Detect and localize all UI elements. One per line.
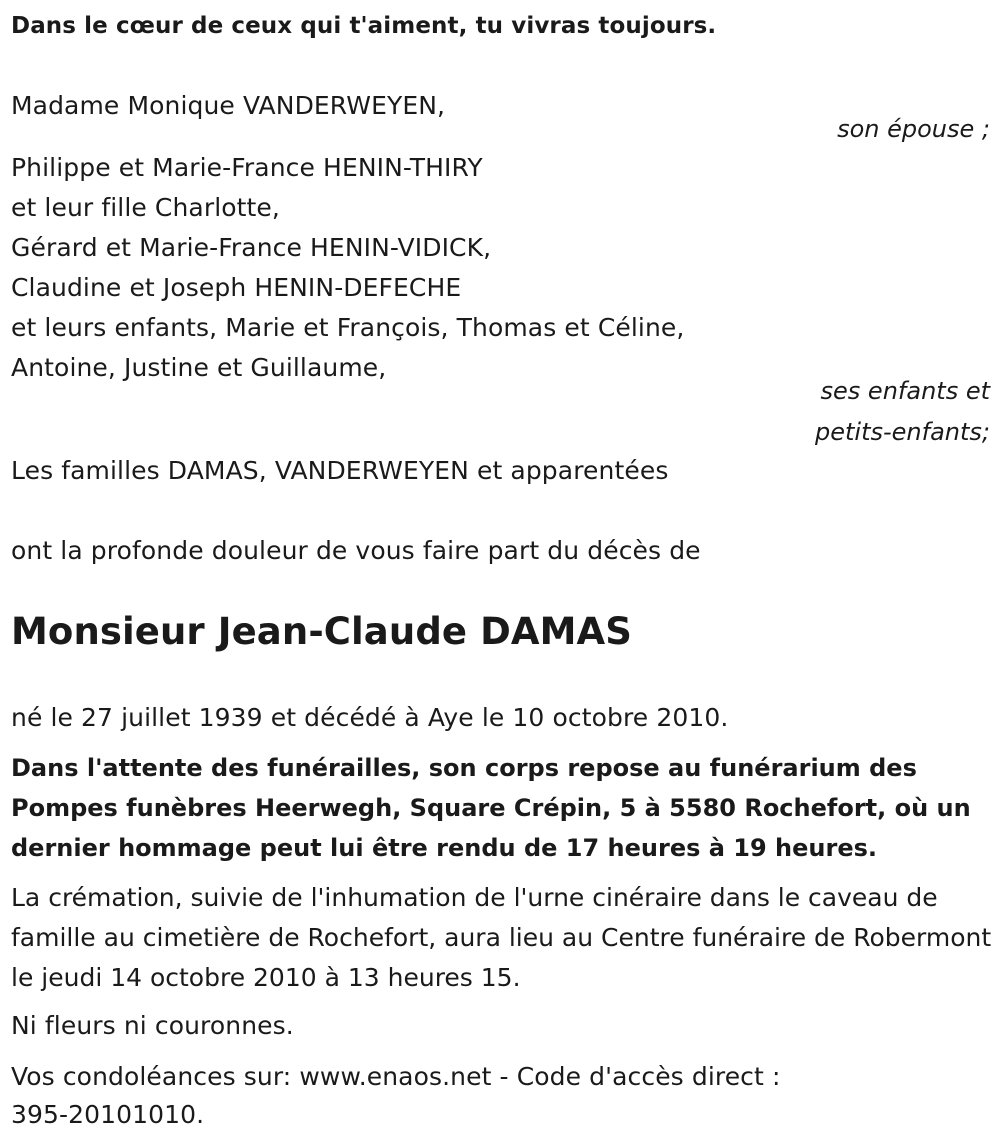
- flowers-note: Ni fleurs ni couronnes.: [11, 1011, 294, 1040]
- spouse-name: Madame Monique VANDERWEYEN,: [11, 91, 446, 120]
- children-line: et leur fille Charlotte,: [11, 193, 280, 222]
- spouse-relation: son épouse ;: [837, 115, 990, 143]
- children-line: Gérard et Marie-France HENIN-VIDICK,: [11, 233, 492, 262]
- deceased-name: Monsieur Jean-Claude DAMAS: [11, 610, 633, 653]
- viewing-info: Dans l'attente des funérailles, son corps repose au funérarium des Pompes funèbres Heerwegh, Square Crépin, 5 à 5580 Rochefort, où un dernier hommage peut lui être rendu de 17 heures à 19 heures.: [11, 754, 971, 862]
- announcement: ont la profonde douleur de vous faire part du décès de: [11, 536, 701, 565]
- condolences-line: Vos condoléances sur: www.enaos.net - Code d'accès direct :: [11, 1062, 781, 1091]
- children-relation: petits-enfants;: [815, 418, 990, 446]
- children-relation: ses enfants et: [820, 377, 990, 405]
- birth-death-dates: né le 27 juillet 1939 et décédé à Aye le 10 octobre 2010.: [11, 703, 729, 732]
- access-code: 395-20101010.: [11, 1100, 205, 1129]
- motto: Dans le cœur de ceux qui t'aiment, tu vivras toujours.: [11, 13, 717, 39]
- children-line: et leurs enfants, Marie et François, Thomas et Céline,: [11, 313, 685, 342]
- cremation-info: La crémation, suivie de l'inhumation de l'urne cinéraire dans le caveau de famille au cimetière de Rochefort, aura lieu au Centre funéraire de Robermont le jeudi 14 octobre 2010 à 13 heures 15.: [11, 883, 992, 992]
- children-line: Antoine, Justine et Guillaume,: [11, 353, 387, 382]
- children-line: Philippe et Marie-France HENIN-THIRY: [11, 153, 483, 182]
- children-line: Claudine et Joseph HENIN-DEFECHE: [11, 273, 462, 302]
- families-line: Les familles DAMAS, VANDERWEYEN et apparentées: [11, 456, 669, 485]
